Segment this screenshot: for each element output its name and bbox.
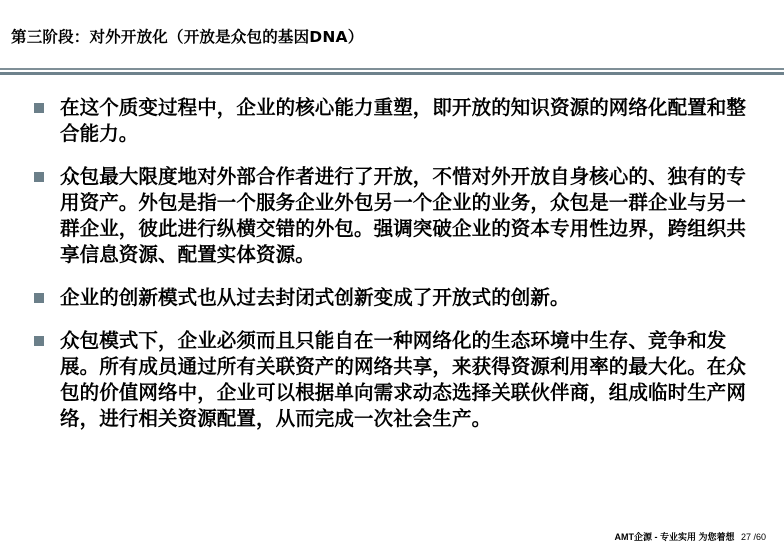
slide-title: 第三阶段：对外开放化（开放是众包的基因DNA） [11, 28, 364, 46]
bullet-list [32, 95, 752, 449]
footer-brand: AMT企源 - 专业实用 为您着想 [614, 532, 735, 542]
bullet-item [32, 285, 752, 311]
square-bullet-icon [34, 336, 44, 346]
bullet-text: 众包最大限度地对外部合作者进行了开放，不惜对外开放自身核心的、独有的专用资产。外包是指一个服务企业外包另一个企业的业务，众包是一群企业与另一群企业，彼此进行纵横交错的外包。强调突破企业的资本专用性边界，跨组织共享信息资源、配置实体资源。 [60, 165, 747, 266]
divider-line-bottom [0, 72, 784, 75]
bullet-item [32, 164, 752, 268]
divider-line-top [0, 68, 784, 70]
square-bullet-icon [34, 172, 44, 182]
slide-footer [614, 531, 766, 543]
bullet-item [32, 328, 752, 432]
bullet-text: 企业的创新模式也从过去封闭式创新变成了开放式的创新。 [60, 286, 570, 309]
bullet-text: 众包模式下，企业必须而且只能自在一种网络化的生态环境中生存、竞争和发展。所有成员通过所有关联资产的网络共享，来获得资源利用率的最大化。在众包的价值网络中，企业可以根据单向需求动态选择关联伙伴商，组成临时生产网络，进行相关资源配置，从而完成一次社会生产。 [60, 329, 747, 430]
bullet-item [32, 95, 752, 147]
title-divider [0, 68, 784, 76]
square-bullet-icon [34, 293, 44, 303]
page-number: 27 /60 [740, 532, 766, 542]
bullet-text: 在这个质变过程中，企业的核心能力重塑，即开放的知识资源的网络化配置和整合能力。 [60, 96, 747, 145]
square-bullet-icon [34, 103, 44, 113]
